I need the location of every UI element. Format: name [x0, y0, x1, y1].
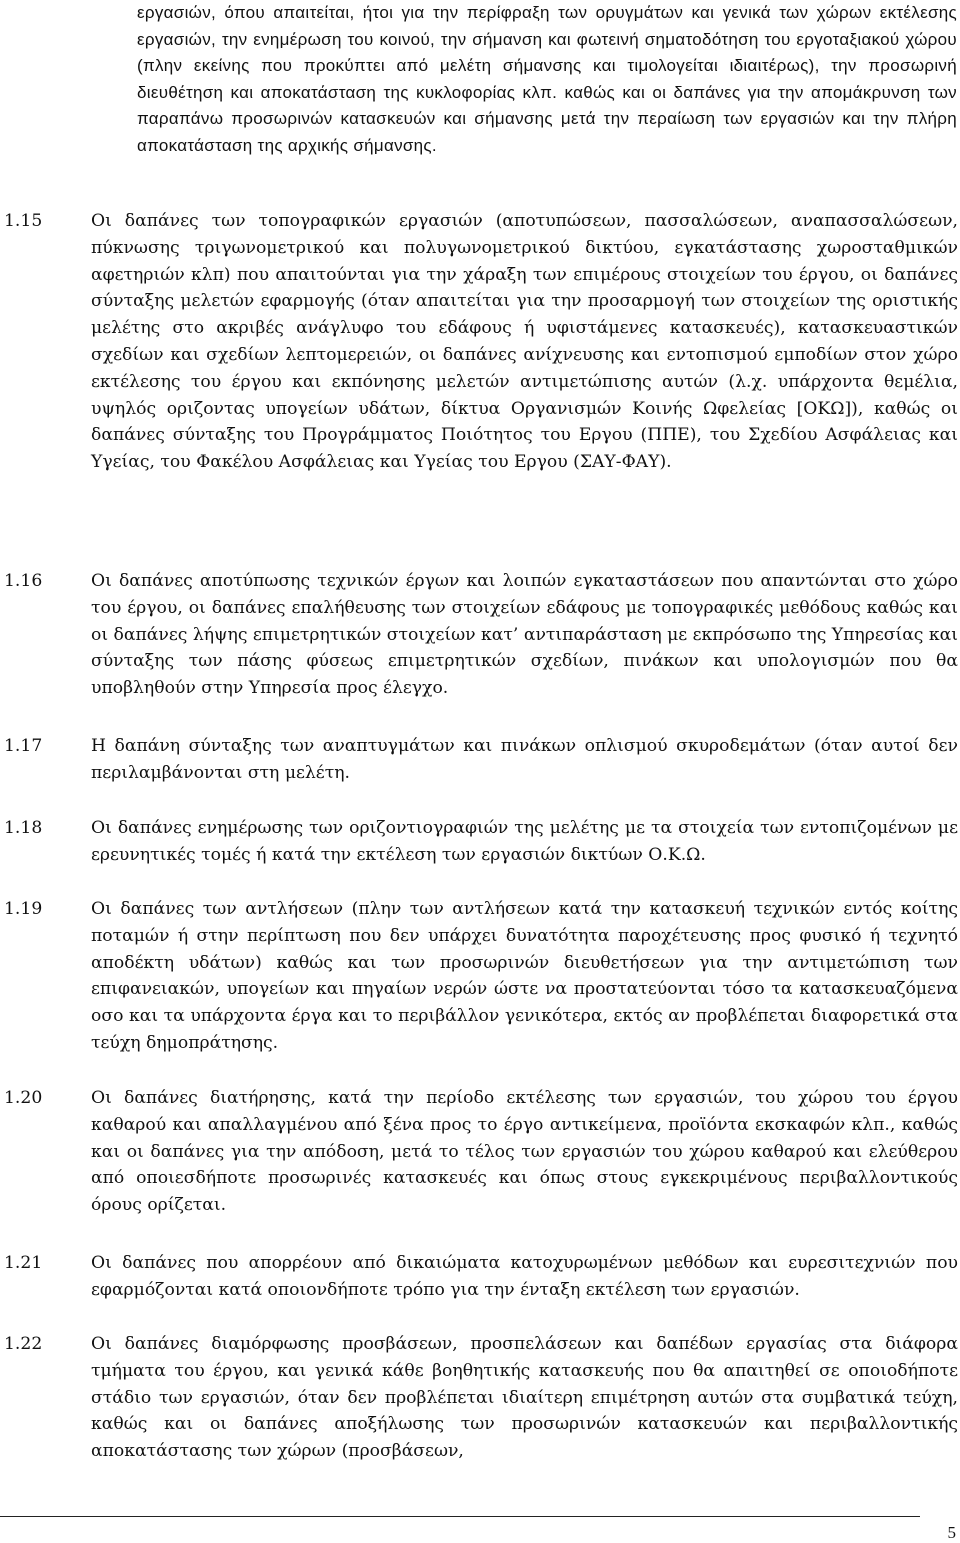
item-text: Οι δαπάνες διατήρησης, κατά την περίοδο εκτέλεσης των εργασιών, του χώρου του έργου καθαρού και απαλλαγμένου από ξένα προς το έργο αντικείμενα, προϊόντα εκσκαφών κλπ., καθώς και οι δαπάνες για την απόδοση, μετά το τέλος των εργασιών του χώρου καθαρού και ελεύθερου από οποιεσδήποτε προσωρινές κατασκευές και όπως στους εγκεκριμένους περιβαλλοντικούς όρους ορίζεται.	[91, 1088, 958, 1216]
item-number: 1.20	[4, 1088, 43, 1108]
list-item	[0, 815, 958, 869]
item-number: 1.18	[4, 818, 43, 838]
item-text: Η δαπάνη σύνταξης των αναπτυγμάτων και πινάκων οπλισμού σκυροδεμάτων (όταν αυτοί δεν περιλαμβάνονται στη μελέτη.	[91, 736, 958, 783]
item-text: Οι δαπάνες ενημέρωσης των οριζοντιογραφιών της μελέτης με τα στοιχεία των εντοπιζομένων με ερευνητικές τομές ή κατά την εκτέλεση των εργασιών δικτύων Ο.Κ.Ω.	[91, 818, 958, 865]
item-number: 1.15	[4, 211, 43, 231]
list-item	[0, 1250, 958, 1304]
list-item	[0, 1085, 958, 1219]
item-text: Οι δαπάνες των αντλήσεων (πλην των αντλήσεων κατά την κατασκευή τεχνικών εντός κοίτης ποταμών ή στην περίπτωση που δεν υπάρχει δυνατότητα παροχέτευσης προς φυσικό ή τεχνητό αποδέκτη υδάτων) καθώς και των προσωρινών διευθετήσεων για την αντιμετώπιση των επιφανειακών, υπογείων και πηγαίων νερών ώστε να προστατεύονται τόσο τα κατασκευαζόμενα οσο και τα υπάρχοντα έργα και το περιβάλλον γενικότερα, εκτός αν προβλέπεται διαφορετικά στα τεύχη δημοπράτησης.	[91, 899, 958, 1053]
item-text: Οι δαπάνες των τοπογραφικών εργασιών (αποτυπώσεων, πασσαλώσεων, αναπασσαλώσεων, πύκνωσης τριγωνομετρικού και πολυγωνομετρικού δικτύου, εγκατάστασης χωροσταθμικών αφετηριών κλπ) που απαιτούνται για την χάραξη των επιμέρους στοιχείων του έργου, οι δαπάνες σύνταξης μελετών εφαρμογής (όταν απαιτείται για την προσαρμογή των στοιχείων της οριστικής μελέτης στο ακριβές ανάγλυφο του εδάφους ή υφιστάμενες κατασκευές), κατασκευαστικών σχεδίων και σχεδίων λεπτομερειών, οι δαπάνες ανίχνευσης και εντοπισμού εμποδίων στον χώρο εκτέλεσης του έργου και εκπόνησης μελετών αντιμετώπισης αυτών (λ.χ. υπάρχοντα θεμέλια, υψηλός οριζοντας υπογείων υδάτων, δίκτυα Οργανισμών Κοινής Ωφελείας [ΟΚΩ]), καθώς οι δαπάνες σύνταξης του Προγράμματος Ποιότητος του Εργου (ΠΠΕ), του Σχεδίου Ασφάλειας και Υγείας, του Φακέλου Ασφάλειας και Υγείας του Εργου (ΣΑΥ-ΦΑΥ).	[91, 211, 958, 473]
item-text: Οι δαπάνες αποτύπωσης τεχνικών έργων και λοιπών εγκαταστάσεων που απαντώνται στο χώρο του έργου, οι δαπάνες επαλήθευσης των στοιχείων εδάφους με τοπογραφικές μεθόδους καθώς και οι δαπάνες λήψης επιμετρητικών στοιχείων κατ’ αντιπαράσταση με εκπρόσωπο της Υπηρεσίας και σύνταξης των πάσης φύσεως επιμετρητικών σχεδίων, πινάκων και υπολογισμών που θα υποβληθούν στην Υπηρεσία προς έλεγχο.	[91, 571, 958, 699]
item-number: 1.17	[4, 736, 43, 756]
list-item	[0, 733, 958, 787]
item-number: 1.16	[4, 571, 43, 591]
list-item	[0, 896, 958, 1057]
list-item	[0, 568, 958, 702]
page-number: 5	[947, 1523, 956, 1542]
intro-paragraph: εργασιών, όπου απαιτείται, ήτοι για την περίφραξη των ορυγμάτων και γενικά των χώρων εκτέλεσης εργασιών, την ενημέρωση του κοινού, την σήμανση και φωτεινή σηματοδότηση του εργοταξιακού χώρου (πλην εκείνης που προκύπτει από μελέτη σήμανσης και τιμολογείται ιδιαιτέρως), την προσωρινή διευθέτηση και αποκατάσταση της κυκλοφορίας κλπ. καθώς και οι δαπάνες για την απομάκρυνση των παραπάνω προσωρινών κατασκευών και σήμανσης μετά την περαίωση των εργασιών και την πλήρη αποκατάσταση της αρχικής σήμανσης.	[137, 3, 957, 155]
footer-divider	[0, 1516, 920, 1517]
item-number: 1.21	[4, 1253, 43, 1273]
item-number: 1.19	[4, 899, 43, 919]
list-item	[0, 1331, 958, 1465]
item-text: Οι δαπάνες που απορρέουν από δικαιώματα κατοχυρωμένων μεθόδων και ευρεσιτεχνιών που εφαρμόζονται κατά οποιονδήποτε τρόπο για την ένταξη εκτέλεση των εργασιών.	[91, 1253, 958, 1300]
list-item	[0, 208, 958, 476]
item-number: 1.22	[4, 1334, 43, 1354]
item-text: Οι δαπάνες διαμόρφωσης προσβάσεων, προσπελάσεων και δαπέδων εργασίας στα διάφορα τμήματα του έργου, και γενικά κάθε βοηθητικής κατασκευής που θα απαιτηθεί σε οποιοδήποτε στάδιο των εργασιών, όταν δεν προβλέπεται ιδιαίτερη επιμέτρηση αυτών στα συμβατικά τεύχη, καθώς και οι δαπάνες αποξήλωσης των προσωρινών κατασκευών και περιβαλλοντικής αποκατάστασης των χώρων (προσβάσεων,	[91, 1334, 958, 1462]
